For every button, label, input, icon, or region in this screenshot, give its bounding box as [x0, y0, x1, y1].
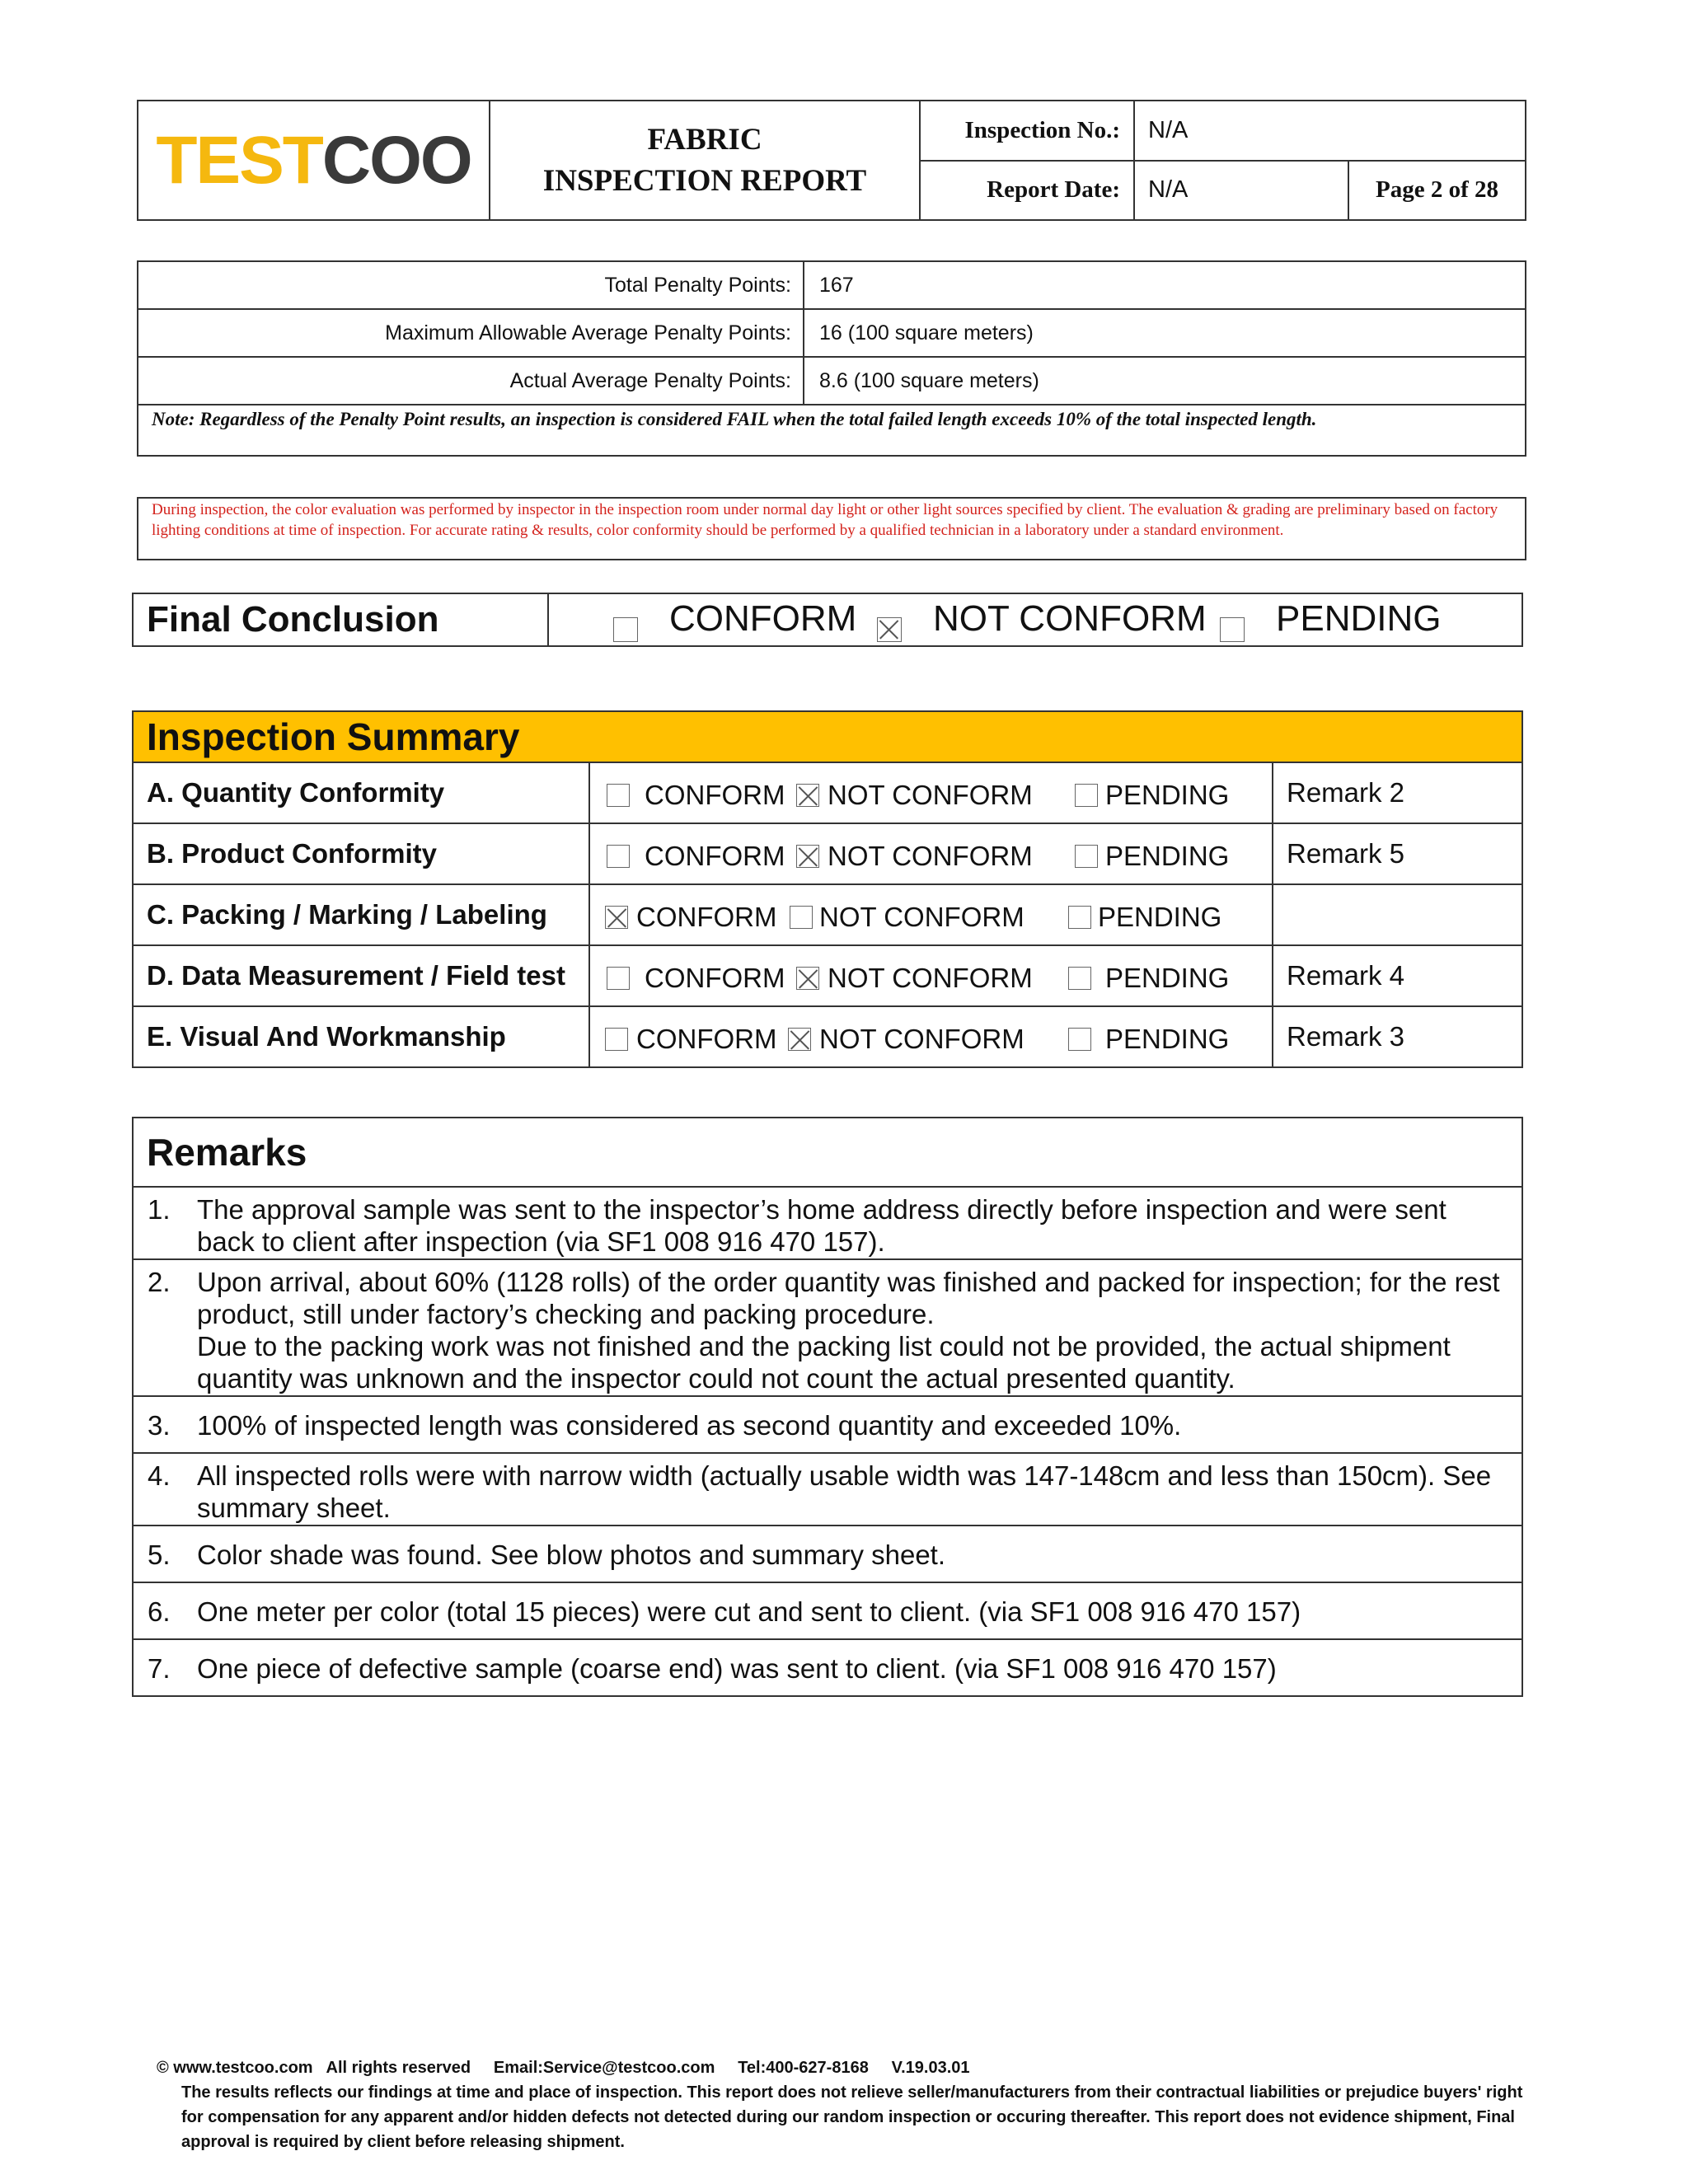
pending-option-label: PENDING [1105, 841, 1230, 871]
checkbox-checked-icon[interactable] [796, 845, 819, 868]
not-conform-option-label: NOT CONFORM [828, 841, 1033, 871]
testcoo-logo: TESTCOO [156, 122, 471, 198]
final-conclusion-label: Final Conclusion [133, 593, 548, 646]
remark-item [133, 1582, 1522, 1639]
page-footer [157, 2055, 1541, 2154]
summary-row-remark: Remark 3 [1273, 1006, 1522, 1067]
remark-number: 7. [148, 1653, 171, 1684]
checkbox-empty-icon[interactable] [1075, 845, 1098, 868]
pending-option-label: PENDING [1276, 598, 1442, 639]
summary-row-remark [1273, 884, 1522, 945]
checkbox-checked-icon[interactable] [796, 784, 819, 807]
pending-option-label: PENDING [1105, 1024, 1230, 1054]
not-conform-option-label: NOT CONFORM [819, 902, 1025, 932]
footer-disclaimer: The results reflects our findings at time and place of inspection. This report does not relieve seller/manufacturers from their contractual liabilities or prejudice buyers' right for compensation for any apparent and/or hidden defects not detected during our random inspection or occuring thereafter. This report does not evidence shipment, Final approval is required by client before releasing shipment. [181, 2083, 1523, 2151]
summary-row-remark: Remark 2 [1273, 762, 1522, 823]
penalty-row [138, 261, 1526, 309]
checkbox-empty-icon [1220, 617, 1245, 642]
checkbox-checked-icon [877, 617, 902, 642]
penalty-label: Total Penalty Points: [138, 261, 804, 309]
remark-text: One piece of defective sample (coarse end) was sent to client. (via SF1 008 916 470 157) [197, 1653, 1277, 1684]
remark-text: One meter per color (total 15 pieces) were cut and sent to client. (via SF1 008 916 470 157) [197, 1596, 1301, 1627]
summary-row-label: C. Packing / Marking / Labeling [133, 884, 589, 945]
footer-contact: © www.testcoo.com All rights reserved Email:Service@testcoo.com Tel:400-627-8168 V.19.03.01 [157, 2059, 970, 2077]
checkbox-empty-icon[interactable] [607, 967, 630, 990]
inspection-summary-title: Inspection Summary [133, 711, 1522, 762]
pending-option-label: PENDING [1105, 963, 1230, 993]
page-number: Page 2 of 28 [1348, 161, 1526, 221]
remark-number: 1. [148, 1194, 171, 1225]
remark-item [133, 1639, 1522, 1696]
checkbox-empty-icon[interactable] [607, 845, 630, 868]
remark-item [133, 1396, 1522, 1453]
penalty-note: Note: Regardless of the Penalty Point results, an inspection is considered FAIL when the total failed length exceeds 10% of the total inspected length. [138, 405, 1526, 456]
not-conform-option-label: NOT CONFORM [933, 598, 1207, 639]
not-conform-checkbox[interactable] [877, 607, 902, 649]
inspection-no-label: Inspection No.: [920, 101, 1134, 161]
report-date-value: N/A [1134, 161, 1348, 221]
summary-row-options [589, 1006, 1273, 1067]
penalty-row [138, 357, 1526, 405]
remarks-title: Remarks [133, 1118, 1522, 1187]
summary-row-label: A. Quantity Conformity [133, 762, 589, 823]
title-line1: FABRIC [647, 122, 762, 157]
summary-row-options [589, 945, 1273, 1006]
remark-text: Upon arrival, about 60% (1128 rolls) of the order quantity was finished and packed for inspection; for the rest product, still under factory’s checking and packing procedure. [197, 1267, 1500, 1329]
title-line2: INSPECTION REPORT [542, 163, 867, 198]
checkbox-empty-icon[interactable] [607, 784, 630, 807]
checkbox-empty-icon[interactable] [1068, 967, 1091, 990]
summary-row [133, 1006, 1522, 1067]
checkbox-checked-icon[interactable] [788, 1028, 811, 1051]
remarks-table [132, 1117, 1523, 1697]
penalty-value: 8.6 (100 square meters) [804, 357, 1526, 405]
report-date-label: Report Date: [920, 161, 1134, 221]
summary-row-options [589, 762, 1273, 823]
remark-text: Color shade was found. See blow photos and summary sheet. [197, 1540, 946, 1570]
summary-row [133, 823, 1522, 884]
report-title [490, 101, 920, 220]
conform-option-label: CONFORM [636, 1024, 777, 1054]
summary-row [133, 884, 1522, 945]
remark-number: 3. [148, 1410, 171, 1441]
summary-row-options [589, 823, 1273, 884]
remark-text: All inspected rolls were with narrow width (actually usable width was 147-148cm and less than 150cm). See summary sheet. [197, 1460, 1492, 1523]
inspection-no-value: N/A [1134, 101, 1526, 161]
summary-row-options [589, 884, 1273, 945]
penalty-label: Actual Average Penalty Points: [138, 357, 804, 405]
conform-option-label: CONFORM [645, 841, 785, 871]
remark-number: 2. [148, 1267, 171, 1297]
pending-option-label: PENDING [1098, 902, 1222, 932]
remark-text: 100% of inspected length was considered as second quantity and exceeded 10%. [197, 1410, 1182, 1441]
remark-number: 6. [148, 1596, 171, 1627]
checkbox-empty-icon[interactable] [605, 1028, 628, 1051]
not-conform-option-label: NOT CONFORM [819, 1024, 1025, 1054]
remark-number: 5. [148, 1540, 171, 1570]
conform-option-label: CONFORM [669, 598, 857, 639]
remark-text-continued: Due to the packing work was not finished and the packing list could not be provided, the actual shipment quantity was unknown and the inspector could not count the actual presented quantity. [197, 1331, 1451, 1394]
final-conclusion-options [548, 593, 1522, 646]
summary-row-label: E. Visual And Workmanship [133, 1006, 589, 1067]
color-evaluation-disclaimer: During inspection, the color evaluation was performed by inspector in the inspection room under normal day light or other light sources specified by client. The evaluation & grading are preliminary based on factory lighting conditions at time of inspection. For accurate rating & results, color conformity should be performed by a qualified technician in a laboratory under a standard environment. [137, 497, 1526, 560]
remark-item [133, 1259, 1522, 1396]
pending-option-label: PENDING [1105, 780, 1230, 810]
conform-option-label: CONFORM [645, 963, 785, 993]
summary-row [133, 762, 1522, 823]
checkbox-empty-icon [613, 617, 638, 642]
summary-row-label: B. Product Conformity [133, 823, 589, 884]
conform-option-label: CONFORM [645, 780, 785, 810]
conform-option-label: CONFORM [636, 902, 777, 932]
not-conform-option-label: NOT CONFORM [828, 963, 1033, 993]
penalty-row [138, 309, 1526, 357]
report-header [137, 100, 1526, 221]
remark-item [133, 1526, 1522, 1582]
summary-row-label: D. Data Measurement / Field test [133, 945, 589, 1006]
remark-item [133, 1453, 1522, 1526]
penalty-label: Maximum Allowable Average Penalty Points: [138, 309, 804, 357]
checkbox-empty-icon[interactable] [1068, 1028, 1091, 1051]
checkbox-checked-icon[interactable] [605, 906, 628, 929]
penalty-value: 167 [804, 261, 1526, 309]
checkbox-empty-icon[interactable] [1068, 906, 1091, 929]
summary-row-remark: Remark 5 [1273, 823, 1522, 884]
logo-cell [138, 101, 490, 220]
penalty-table [137, 260, 1526, 457]
not-conform-option-label: NOT CONFORM [828, 780, 1033, 810]
inspection-summary [132, 710, 1523, 1068]
pending-checkbox[interactable] [1220, 607, 1245, 649]
checkbox-checked-icon[interactable] [796, 967, 819, 990]
remark-number: 4. [148, 1460, 171, 1491]
checkbox-empty-icon[interactable] [1075, 784, 1098, 807]
remark-text: The approval sample was sent to the inspector’s home address directly before inspection and were sent back to client after inspection (via SF1 008 916 470 157). [197, 1194, 1447, 1257]
summary-row [133, 945, 1522, 1006]
summary-row-remark: Remark 4 [1273, 945, 1522, 1006]
final-conclusion [132, 593, 1523, 647]
penalty-value: 16 (100 square meters) [804, 309, 1526, 357]
remark-item [133, 1187, 1522, 1259]
checkbox-empty-icon[interactable] [790, 906, 813, 929]
conform-checkbox[interactable] [613, 607, 638, 649]
